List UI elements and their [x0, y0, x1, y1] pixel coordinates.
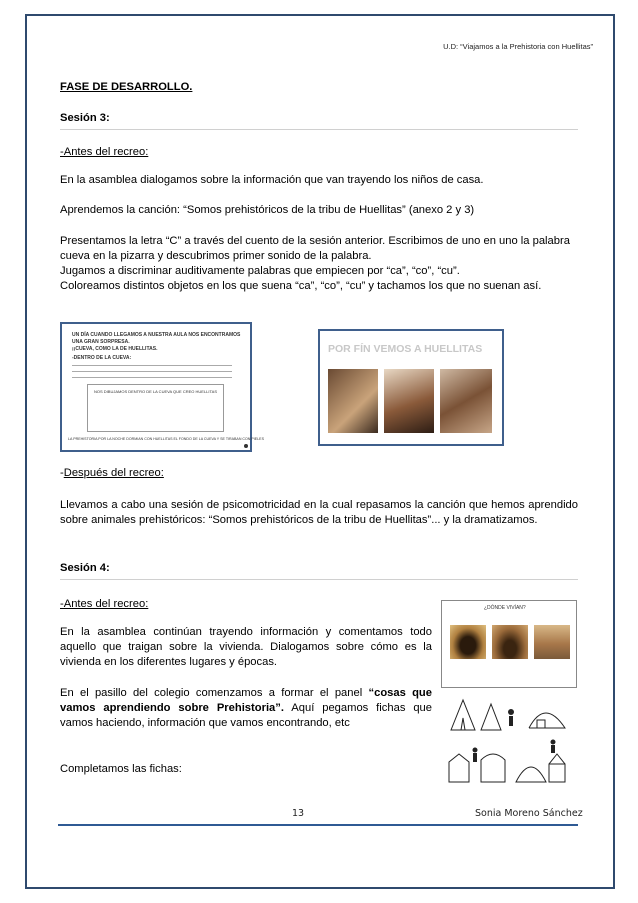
- paragraph: Aprendemos la canción: “Somos prehistóricos de la tribu de Huellitas” (anexo 2 y 3): [60, 204, 475, 216]
- photo: [384, 369, 434, 433]
- writing-line: [72, 365, 232, 366]
- panel-title: POR FÍN VEMOS A HUELLITAS: [328, 343, 483, 355]
- worksheet-bottom-caption: LA PREHISTORIA POR LA NOCHE DORMIAN CON HUELLITAS EL FONDO DE LA CUEVA Y SE TIRABAN CON PIELES: [68, 437, 264, 441]
- worksheet-line: -DENTRO DE LA CUEVA:: [72, 355, 132, 361]
- p8-text-b: Aquí pegamos fichas que vamos haciendo, información que vamos encontrando, etc: [60, 702, 433, 729]
- viviendas-drawings: [441, 690, 575, 790]
- vivienda-title: ¿DÓNDE VIVÍAN?: [484, 605, 526, 611]
- before-break-label: -Antes del recreo:: [60, 146, 149, 158]
- p8-bold: “cosas que vamos aprendiendo sobre Prehistoria”.: [60, 687, 432, 714]
- photo: [440, 369, 492, 433]
- divider: [60, 579, 578, 580]
- after-break-prefix: -: [60, 467, 64, 479]
- writing-line: [72, 371, 232, 372]
- after-break-label: [60, 466, 578, 481]
- page-number: 13: [292, 808, 305, 819]
- before-break-label-2: -Antes del recreo:: [60, 598, 149, 610]
- header-unit-title: U.D: “Viajamos a la Prehistoria con Huellitas”: [443, 42, 593, 51]
- drawing-box-caption: NOS DIBUJAMOS DENTRO DE LA CUEVA QUE CREO HUELLITAS: [94, 389, 217, 394]
- p8-text-a: En el pasillo del colegio comenzamos a formar el panel: [60, 687, 369, 699]
- writing-line: [72, 377, 232, 378]
- photo: [534, 625, 570, 659]
- photo: [492, 625, 528, 659]
- session4-title: Sesión 4:: [60, 562, 110, 574]
- footer-author: Sonia Moreno Sánchez: [475, 808, 583, 819]
- vivienda-worksheet-image: [441, 600, 577, 688]
- paragraph: Completamos las fichas:: [60, 763, 182, 775]
- paragraph: Llevamos a cabo una sesión de psicomotricidad en la cual repasamos la canción que hemos aprendido sobre animales prehistóricos: “Somos prehistóricos de la tribu de Huellitas”... y la dramatizamos.: [60, 499, 578, 526]
- divider: [60, 129, 578, 130]
- paragraph: Presentamos la letra “C” a través del cuento de la sesión anterior. Escribimos de uno en uno la palabra cueva en la pizarra y descubrimos primer sonido de la palabra.: [60, 235, 570, 262]
- photo: [450, 625, 486, 659]
- huellitas-panel-image: [318, 329, 504, 446]
- worksheet-line: UNA GRAN SORPRESA.: [72, 339, 130, 345]
- phase-title: FASE DE DESARROLLO.: [60, 81, 193, 93]
- worksheet-line: ¡¡CUEVA, COMO LA DE HUELLITAS.: [72, 346, 158, 352]
- paragraph: En la asamblea continúan trayendo información y comentamos todo aquello que traigan sobre la vivienda. Dialogamos sobre cómo es la vivienda en los diferentes lugares y épocas.: [60, 626, 432, 668]
- paragraph: En la asamblea dialogamos sobre la información que van trayendo los niños de casa.: [60, 174, 484, 186]
- photo: [328, 369, 378, 433]
- after-break-text: Después del recreo:: [63, 467, 164, 479]
- footer-line: [58, 824, 578, 826]
- paragraph: Jugamos a discriminar auditivamente palabras que empiecen por “ca”, “co”, “cu”.: [60, 265, 460, 277]
- session3-title: Sesión 3:: [60, 112, 110, 124]
- drawing-box: [87, 384, 224, 432]
- viviendas-drawings-image: [441, 690, 575, 790]
- paragraph: Coloreamos distintos objetos en los que suena “ca”, “co”, “cu” y tachamos los que no suenan así.: [60, 280, 542, 292]
- worksheet-image: [60, 322, 264, 452]
- corner-dot: [244, 444, 248, 448]
- worksheet-line: UN DÍA CUANDO LLEGAMOS A NUESTRA AULA NOS ENCONTRAMOS: [72, 332, 241, 338]
- paragraph: [60, 686, 432, 731]
